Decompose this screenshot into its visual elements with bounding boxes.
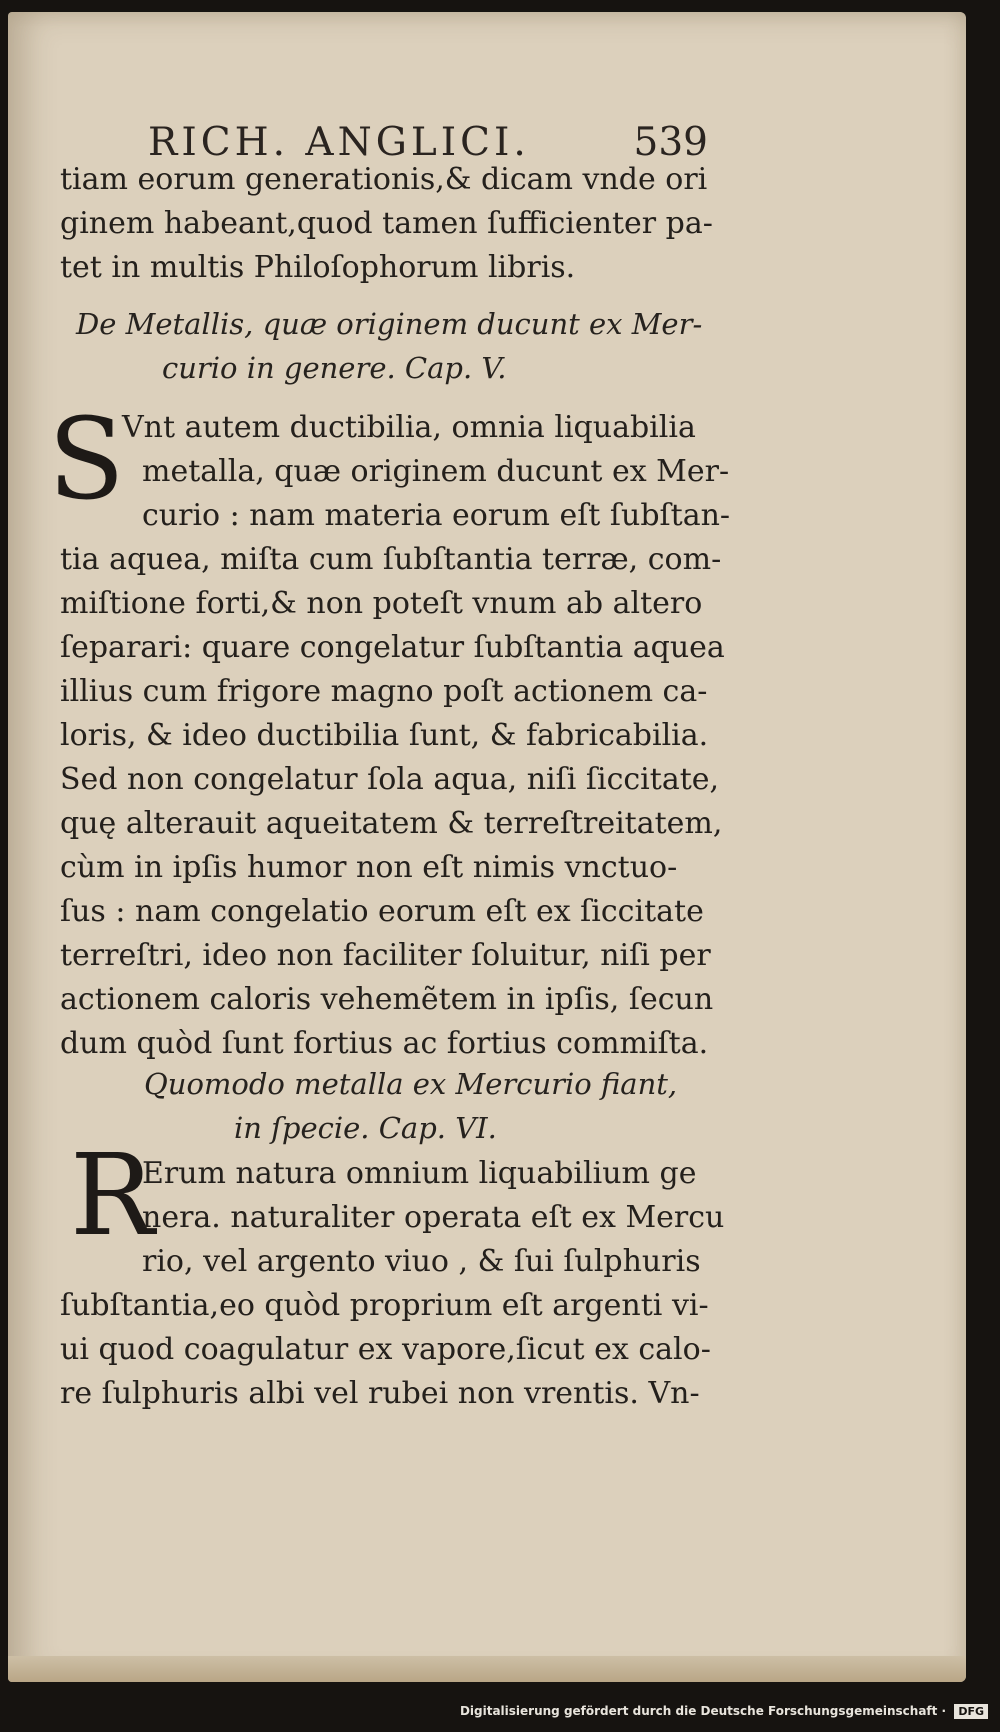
text-line: Sed non congelatur ſola aqua, niſi ſiccitate, <box>60 762 720 797</box>
running-title: RICH. ANGLICI. <box>148 120 530 165</box>
footer-text: Digitalisierung gefördert durch die Deutsche Forschungsgemeinschaft · <box>459 1704 947 1718</box>
text-line: cùm in ipſis humor non eſt nimis vnctuo- <box>60 850 678 885</box>
text-line: Vnt autem ductibilia, omnia liquabilia <box>122 410 696 445</box>
heading-line: in ſpecie. Cap. VI. <box>234 1111 497 1145</box>
digitization-footer <box>460 1704 988 1726</box>
dfg-logo: DFG <box>954 1704 988 1719</box>
text-line: terreſtri, ideo non faciliter ſoluitur, niſi per <box>60 938 711 973</box>
text-line: ſus : nam congelatio eorum eſt ex ſiccitate <box>60 894 704 929</box>
intro-paragraph <box>60 158 730 290</box>
chapter-5-heading <box>76 302 703 390</box>
heading-line: Quomodo metalla ex Mercurio fiant, <box>144 1067 678 1101</box>
text-line: tiam eorum generationis,& dicam vnde ori <box>60 162 708 197</box>
chapter-6-heading <box>144 1062 764 1150</box>
text-line: ſubſtantia,eo quòd proprium eſt argenti vi- <box>60 1288 709 1323</box>
text-line: re ſulphuris albi vel rubei non vrentis. Vn- <box>60 1376 700 1411</box>
text-line: metalla, quæ originem ducunt ex Mer- <box>142 454 730 489</box>
text-line: ſeparari: quare congelatur ſubſtantia aquea <box>60 630 725 665</box>
page-bottom-edge <box>8 1656 966 1682</box>
heading-line: curio in genere. Cap. V. <box>162 351 507 385</box>
text-line: curio : nam materia eorum eſt ſubſtan- <box>142 498 731 533</box>
drop-cap-s: S <box>48 395 125 525</box>
heading-line: De Metallis, quæ originem ducunt ex Mer- <box>76 307 703 341</box>
text-line: ginem habeant,quod tamen ſufficienter pa- <box>60 206 713 241</box>
chapter-6-text <box>60 1152 730 1416</box>
text-line: Erum natura omnium liquabilium ge <box>142 1156 697 1191</box>
text-line: rio, vel argento viuo , & ſui ſulphuris <box>142 1244 701 1279</box>
text-line: actionem caloris vehemẽtem in ipſis, ſecun <box>60 982 714 1017</box>
text-line: nera. naturaliter operata eſt ex Mercu <box>142 1200 725 1235</box>
chapter-5-text <box>60 406 730 1066</box>
book-page <box>8 12 966 1682</box>
text-line: quę alterauit aqueitatem & terreſtreitatem, <box>60 806 723 841</box>
text-line: tet in multis Philoſophorum libris. <box>60 250 576 285</box>
text-line: miſtione forti,& non poteſt vnum ab altero <box>60 586 703 621</box>
text-line: tia aquea, miſta cum ſubſtantia terræ, com- <box>60 542 722 577</box>
page-number: 539 <box>633 120 708 165</box>
text-line: ui quod coagulatur ex vapore,ſicut ex calo- <box>60 1332 711 1367</box>
drop-cap-r: R <box>70 1131 155 1261</box>
text-line: loris, & ideo ductibilia ſunt, & fabricabilia. <box>60 718 709 753</box>
text-line: illius cum frigore magno poſt actionem ca- <box>60 674 708 709</box>
text-line: dum quòd ſunt fortius ac fortius commiſta. <box>60 1026 709 1061</box>
